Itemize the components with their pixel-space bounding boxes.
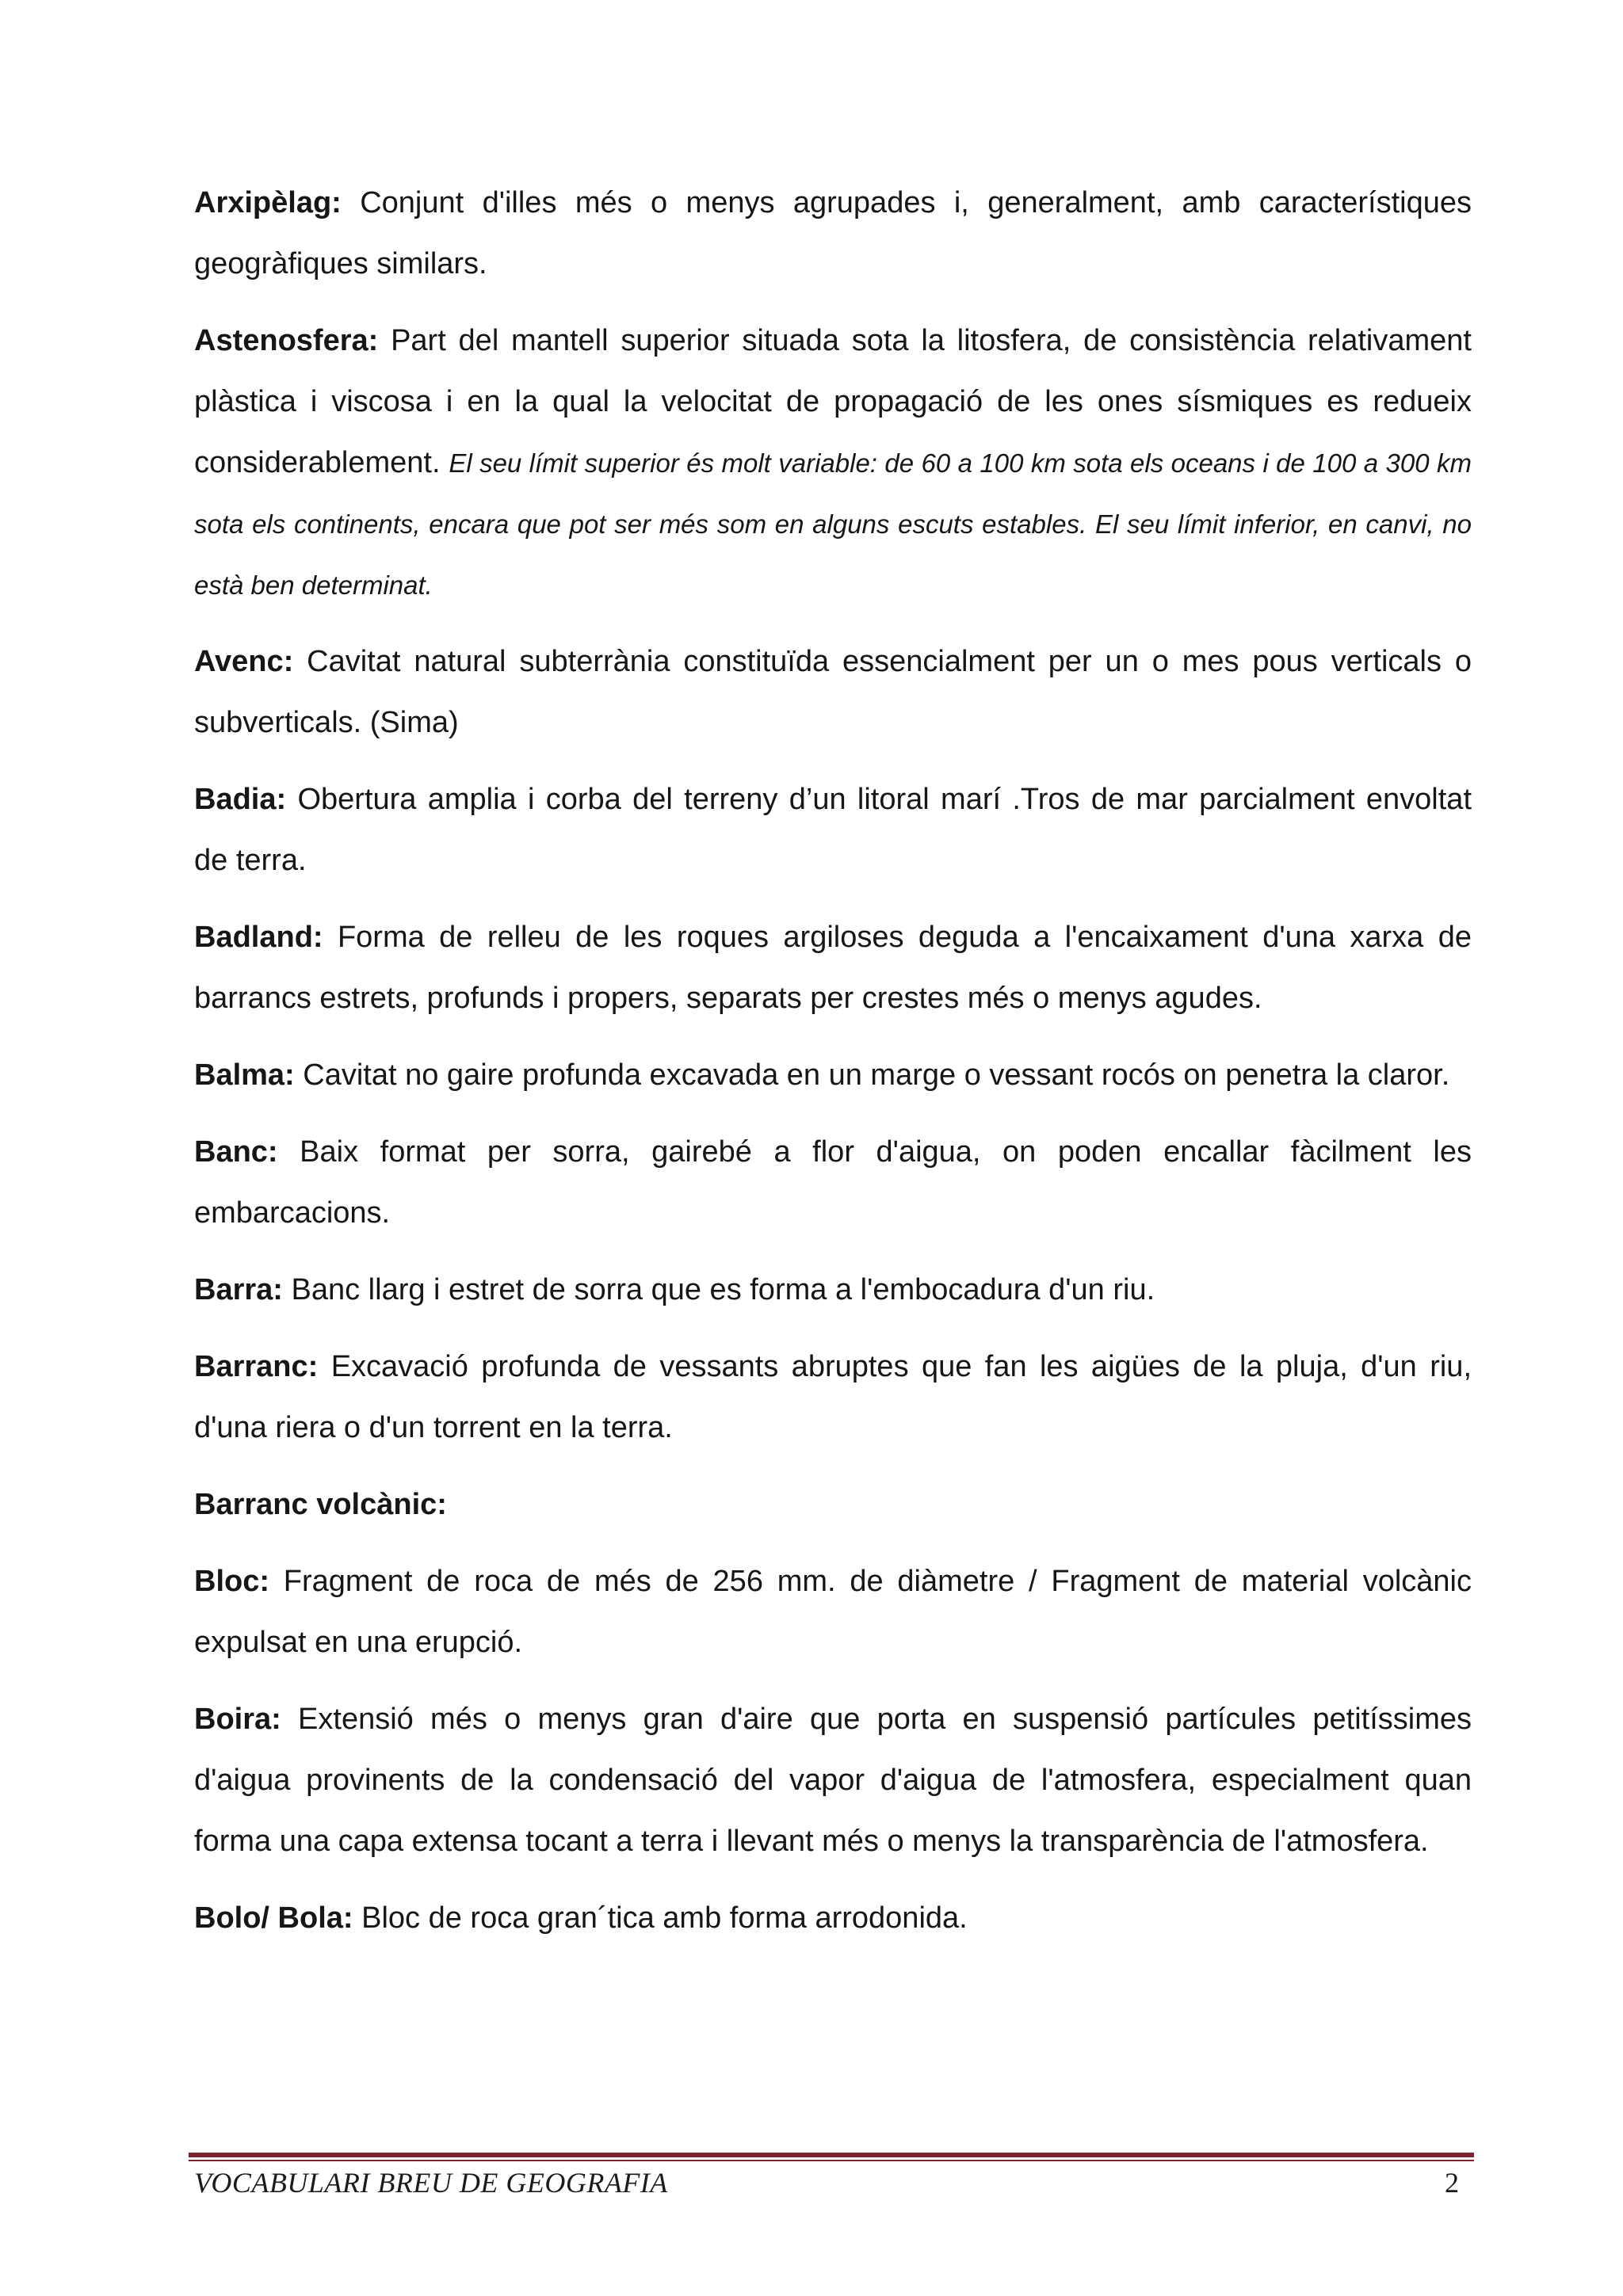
glossary-entry-bloc	[194, 1551, 1472, 1673]
entry-term: Arxipèlag:	[194, 186, 342, 219]
entry-definition: Baix format per sorra, gairebé a flor d'aigua, on poden encallar fàcilment les embarcacions.	[194, 1135, 1472, 1230]
glossary-entry-barra	[194, 1260, 1472, 1321]
entry-definition: Cavitat natural subterrània constituïda essencialment per un o mes pous verticals o subverticals. (Sima)	[194, 645, 1472, 739]
glossary-entry-avenc	[194, 631, 1472, 753]
glossary-entry-barranc-volcanic	[194, 1474, 1472, 1535]
entry-definition: Extensió més o menys gran d'aire que porta en suspensió partícules petitíssimes d'aigua provinents de la condensació del vapor d'aigua de l'atmosfera, especialment quan forma una capa extensa tocant a terra i llevant més o menys la transparència de l'atmosfera.	[194, 1703, 1472, 1858]
glossary-entry-barranc	[194, 1337, 1472, 1459]
entry-term: Badland:	[194, 921, 323, 954]
glossary-entry-banc	[194, 1122, 1472, 1244]
page-number: 2	[1445, 2167, 1459, 2199]
glossary-entry-balma	[194, 1045, 1472, 1106]
entry-definition: Excavació profunda de vessants abruptes que fan les aigües de la pluja, d'un riu, d'una riera o d'un torrent en la terra.	[194, 1350, 1472, 1444]
glossary-body	[194, 173, 1472, 1965]
entry-term: Barranc volcànic:	[194, 1488, 447, 1521]
footer-document-title: VOCABULARI BREU DE GEOGRAFIA	[194, 2167, 668, 2199]
entry-definition: Bloc de roca gran´tica amb forma arrodonida.	[353, 1901, 968, 1935]
entry-term: Barra:	[194, 1273, 283, 1306]
entry-term: Bolo/ Bola:	[194, 1901, 353, 1935]
glossary-entry-badia	[194, 769, 1472, 891]
entry-definition: Obertura amplia i corba del terreny d’un litoral marí .Tros de mar parcialment envoltat de terra.	[194, 783, 1472, 877]
entry-definition: Cavitat no gaire profunda excavada en un marge o vessant rocós on penetra la claror.	[294, 1058, 1450, 1092]
entry-term: Astenosfera:	[194, 324, 379, 357]
glossary-entry-badland	[194, 907, 1472, 1029]
entry-term: Barranc:	[194, 1350, 319, 1383]
glossary-entry-arxipelag	[194, 173, 1472, 295]
footer-divider-thin	[189, 2160, 1474, 2161]
entry-definition: Banc llarg i estret de sorra que es forma a l'embocadura d'un riu.	[282, 1273, 1155, 1306]
glossary-entry-astenosfera	[194, 311, 1472, 616]
glossary-entry-bolo-bola	[194, 1888, 1472, 1949]
entry-definition: Conjunt d'illes més o menys agrupades i, generalment, amb característiques geogràfiques similars.	[194, 186, 1472, 280]
entry-term: Bloc:	[194, 1565, 269, 1598]
entry-term: Boira:	[194, 1703, 281, 1736]
entry-definition: Part del mantell superior situada sota la litosfera, de consistència relativament plàstica i viscosa i en la qual la velocitat de propagació de les ones sísmiques es redueix considerablement.	[194, 324, 1472, 479]
entry-term: Badia:	[194, 783, 287, 816]
glossary-entry-boira	[194, 1689, 1472, 1872]
entry-definition: Forma de relleu de les roques argiloses deguda a l'encaixament d'una xarxa de barrancs estrets, profunds i propers, separats per crestes més o menys agudes.	[194, 921, 1472, 1015]
entry-term: Avenc:	[194, 645, 294, 678]
entry-note: El seu límit superior és molt variable: de 60 a 100 km sota els oceans i de 100 a 300 km sota els continents, encara que pot ser més som en alguns escuts estables. El seu límit inferior, en canvi, no està ben determinat.	[194, 448, 1472, 600]
footer-divider	[189, 2153, 1474, 2157]
entry-term: Balma:	[194, 1058, 295, 1092]
entry-definition: Fragment de roca de més de 256 mm. de diàmetre / Fragment de material volcànic expulsat en una erupció.	[194, 1565, 1472, 1659]
entry-term: Banc:	[194, 1135, 278, 1169]
